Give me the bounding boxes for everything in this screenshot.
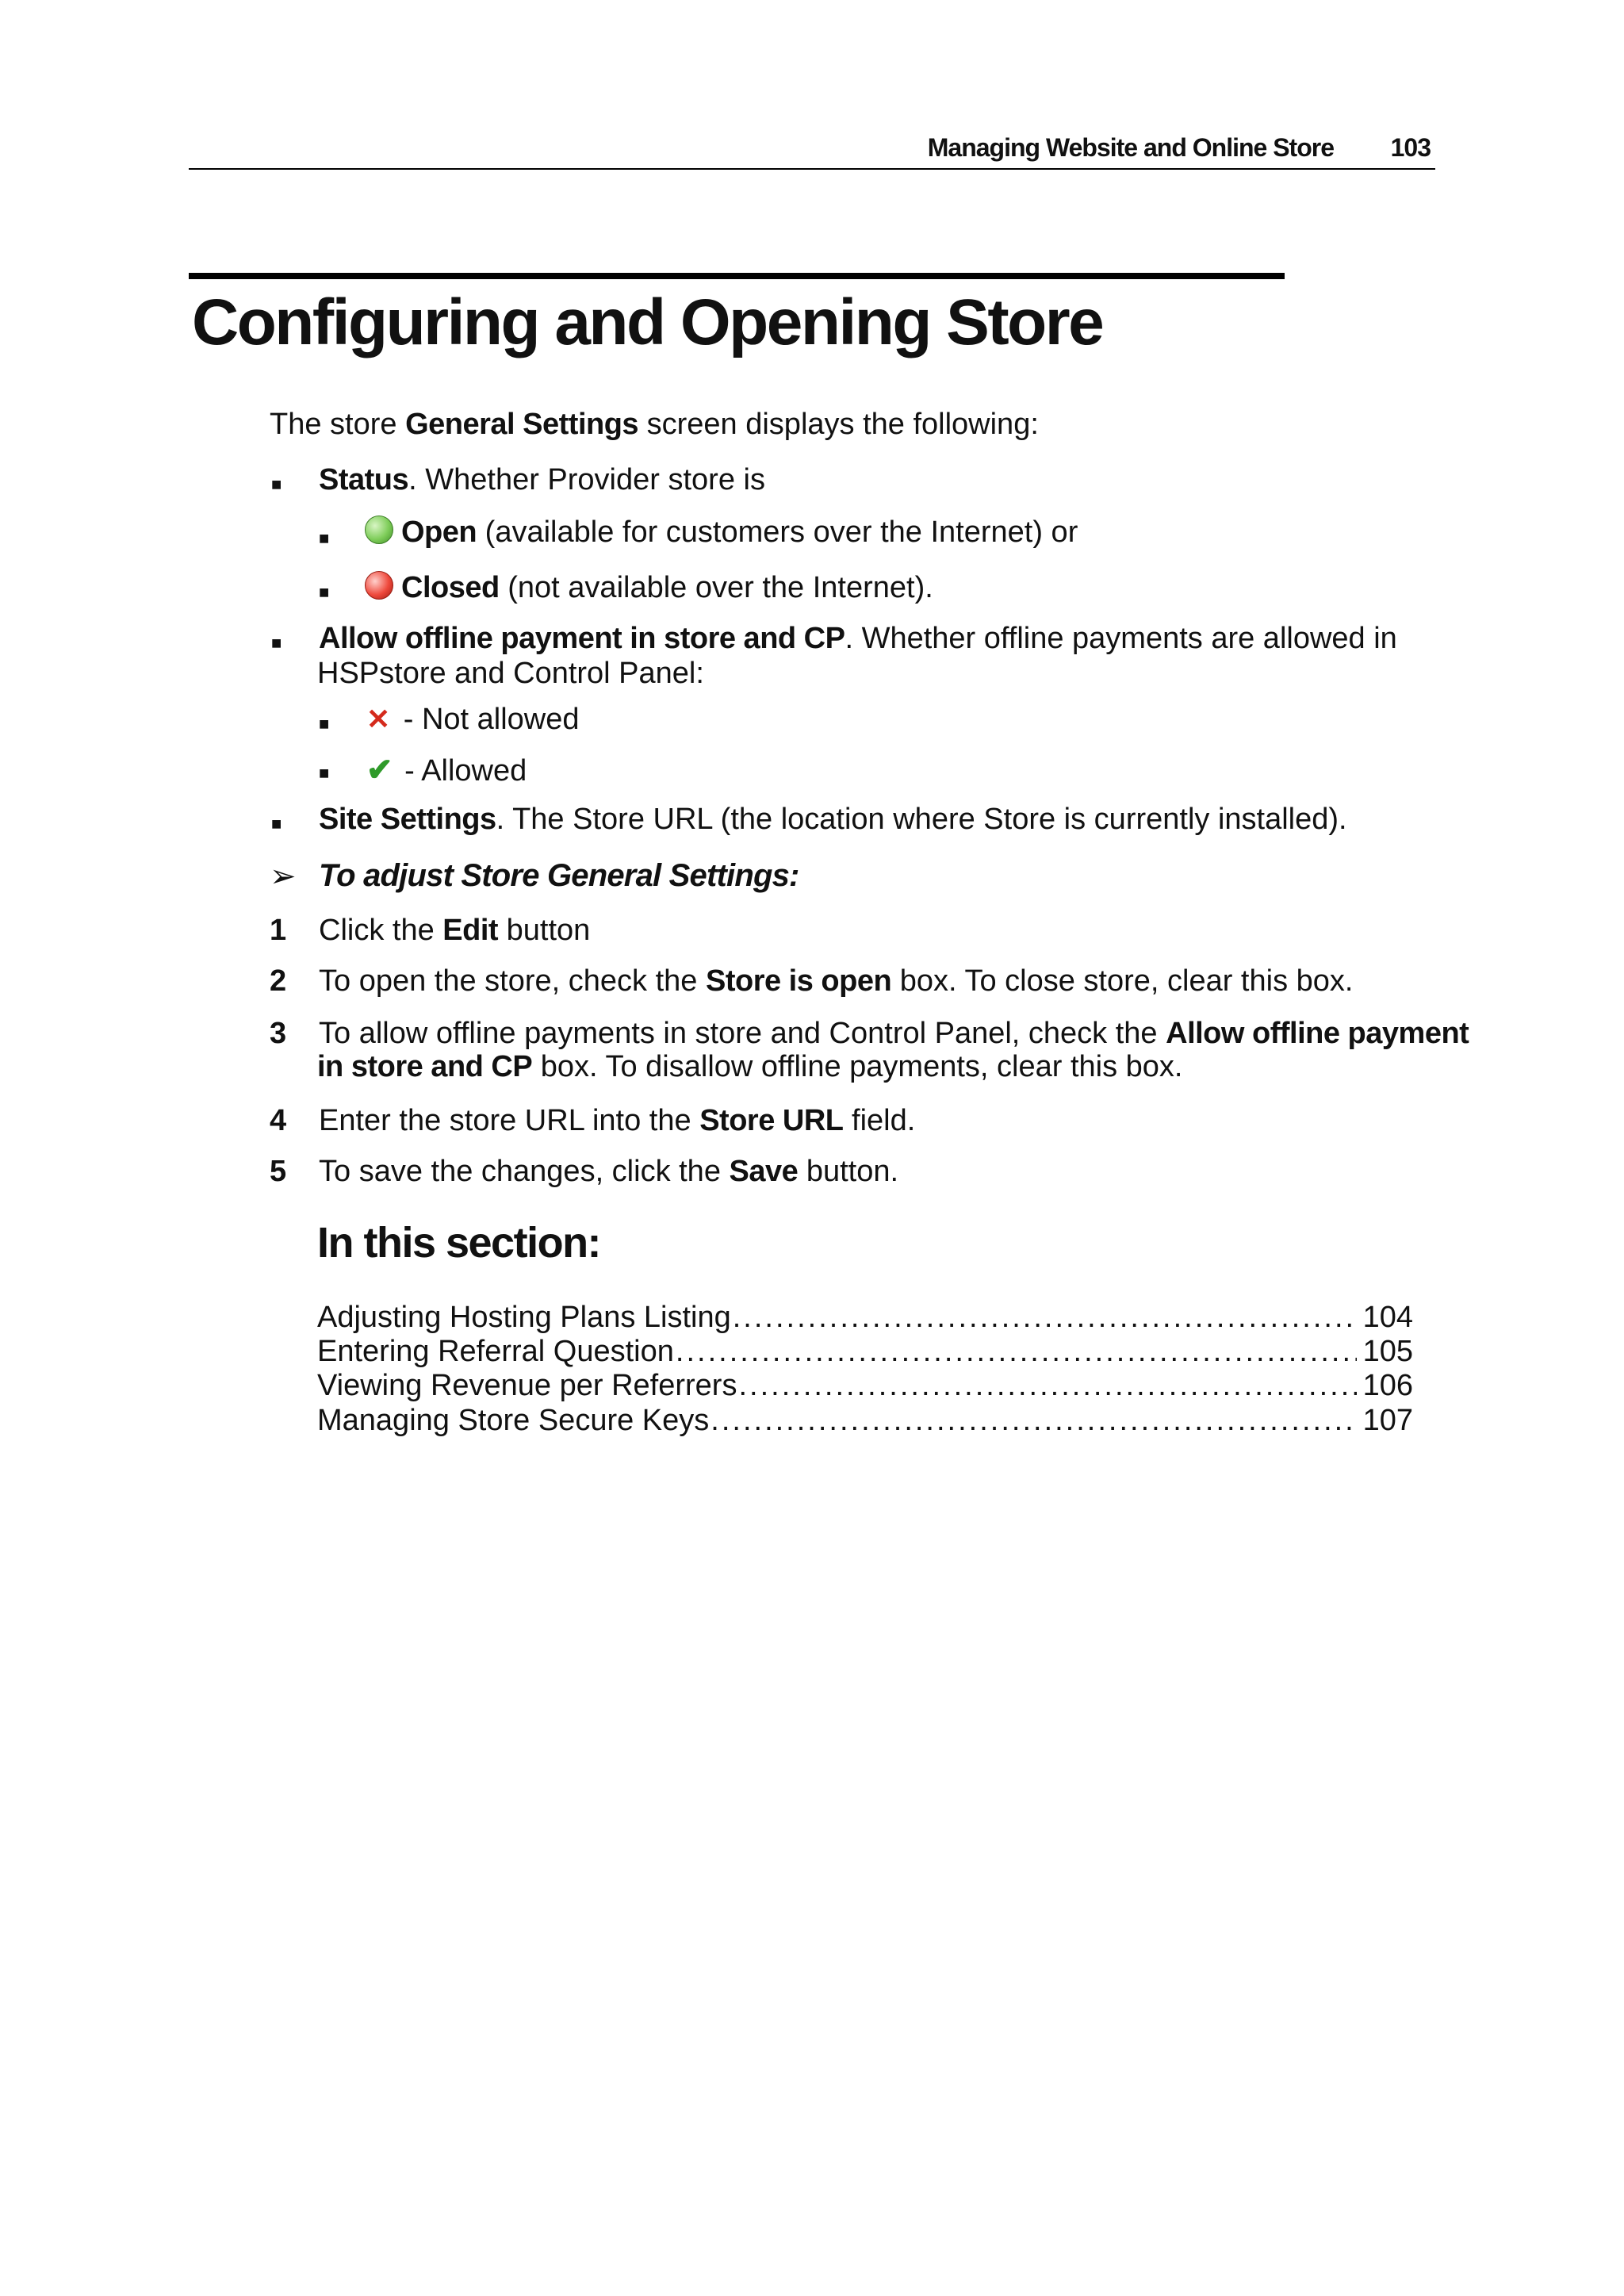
bullet-open: Open (available for customers over the Internet) or [365, 516, 1078, 550]
toc-label: Adjusting Hosting Plans Listing [317, 1301, 731, 1334]
running-header [189, 132, 1435, 170]
bullet-marker: ■ [319, 763, 330, 783]
step-number: 4 [270, 1104, 287, 1137]
toc-entry[interactable] [317, 1404, 1413, 1438]
step-3-line2: in store and CP box. To disallow offline payments, clear this box. [317, 1050, 1183, 1083]
step-4: Enter the store URL into the Store URL field. [319, 1104, 916, 1137]
intro-bold: General Settings [405, 408, 639, 441]
procedure-title: To adjust Store General Settings: [319, 858, 799, 893]
step-number: 2 [270, 964, 287, 998]
arrow-right-icon: ➢ [270, 859, 297, 894]
bullet-allowed: ✔ - Allowed [366, 753, 527, 788]
section-title: In this section: [317, 1219, 601, 1267]
toc-entry[interactable] [317, 1369, 1413, 1403]
step-1: Click the Edit button [319, 914, 591, 947]
toc-page: 105 [1362, 1335, 1413, 1368]
bullet-marker: ■ [319, 528, 330, 548]
step-number: 5 [270, 1155, 287, 1188]
bullet-not-allowed: ✕ - Not allowed [366, 703, 580, 736]
header-page-number: 103 [1390, 133, 1431, 162]
step-2: To open the store, check the Store is open box. To close store, clear this box. [319, 964, 1354, 998]
toc-label: Entering Referral Question [317, 1335, 674, 1368]
toc-label: Viewing Revenue per Referrers [317, 1369, 737, 1402]
step-number: 1 [270, 914, 287, 947]
bullet-marker: ■ [319, 714, 330, 734]
toc-leader [738, 1369, 1356, 1403]
toc-page: 107 [1362, 1404, 1413, 1437]
bullet-marker: ■ [271, 474, 282, 494]
toc-label: Managing Store Secure Keys [317, 1404, 710, 1437]
toc-leader [710, 1404, 1356, 1438]
bullet-marker: ■ [271, 814, 282, 834]
red-status-dot-icon [365, 571, 393, 600]
bullet-site-settings: Site Settings. The Store URL (the location where Store is currently installed). [319, 803, 1347, 836]
bullet-closed: Closed (not available over the Internet). [365, 571, 933, 605]
toc-entry[interactable] [317, 1301, 1413, 1335]
bullet-marker: ■ [271, 633, 282, 653]
toc-leader [676, 1335, 1357, 1369]
toc-leader [733, 1301, 1357, 1335]
toc-page: 104 [1362, 1301, 1413, 1334]
green-status-dot-icon [365, 516, 393, 544]
bullet-offline-payment-line2: HSPstore and Control Panel: [317, 657, 704, 690]
step-number: 3 [270, 1017, 287, 1050]
check-icon: ✔ [366, 753, 393, 788]
x-icon: ✕ [366, 703, 391, 735]
bullet-offline-payment: Allow offline payment in store and CP. Whether offline payments are allowed in [319, 622, 1397, 655]
bullet-marker: ■ [319, 582, 330, 602]
title-rule [189, 273, 1285, 279]
bullet-status: Status. Whether Provider store is [319, 463, 765, 496]
header-section-title: Managing Website and Online Store [927, 133, 1334, 162]
step-5: To save the changes, click the Save button. [319, 1155, 899, 1188]
page-title: Configuring and Opening Store [192, 286, 1103, 358]
toc-page: 106 [1362, 1369, 1413, 1402]
intro-paragraph: The store General Settings screen displays the following: [270, 408, 1039, 441]
toc-entry[interactable] [317, 1335, 1413, 1369]
step-3: To allow offline payments in store and Control Panel, check the Allow offline payment [319, 1017, 1469, 1050]
